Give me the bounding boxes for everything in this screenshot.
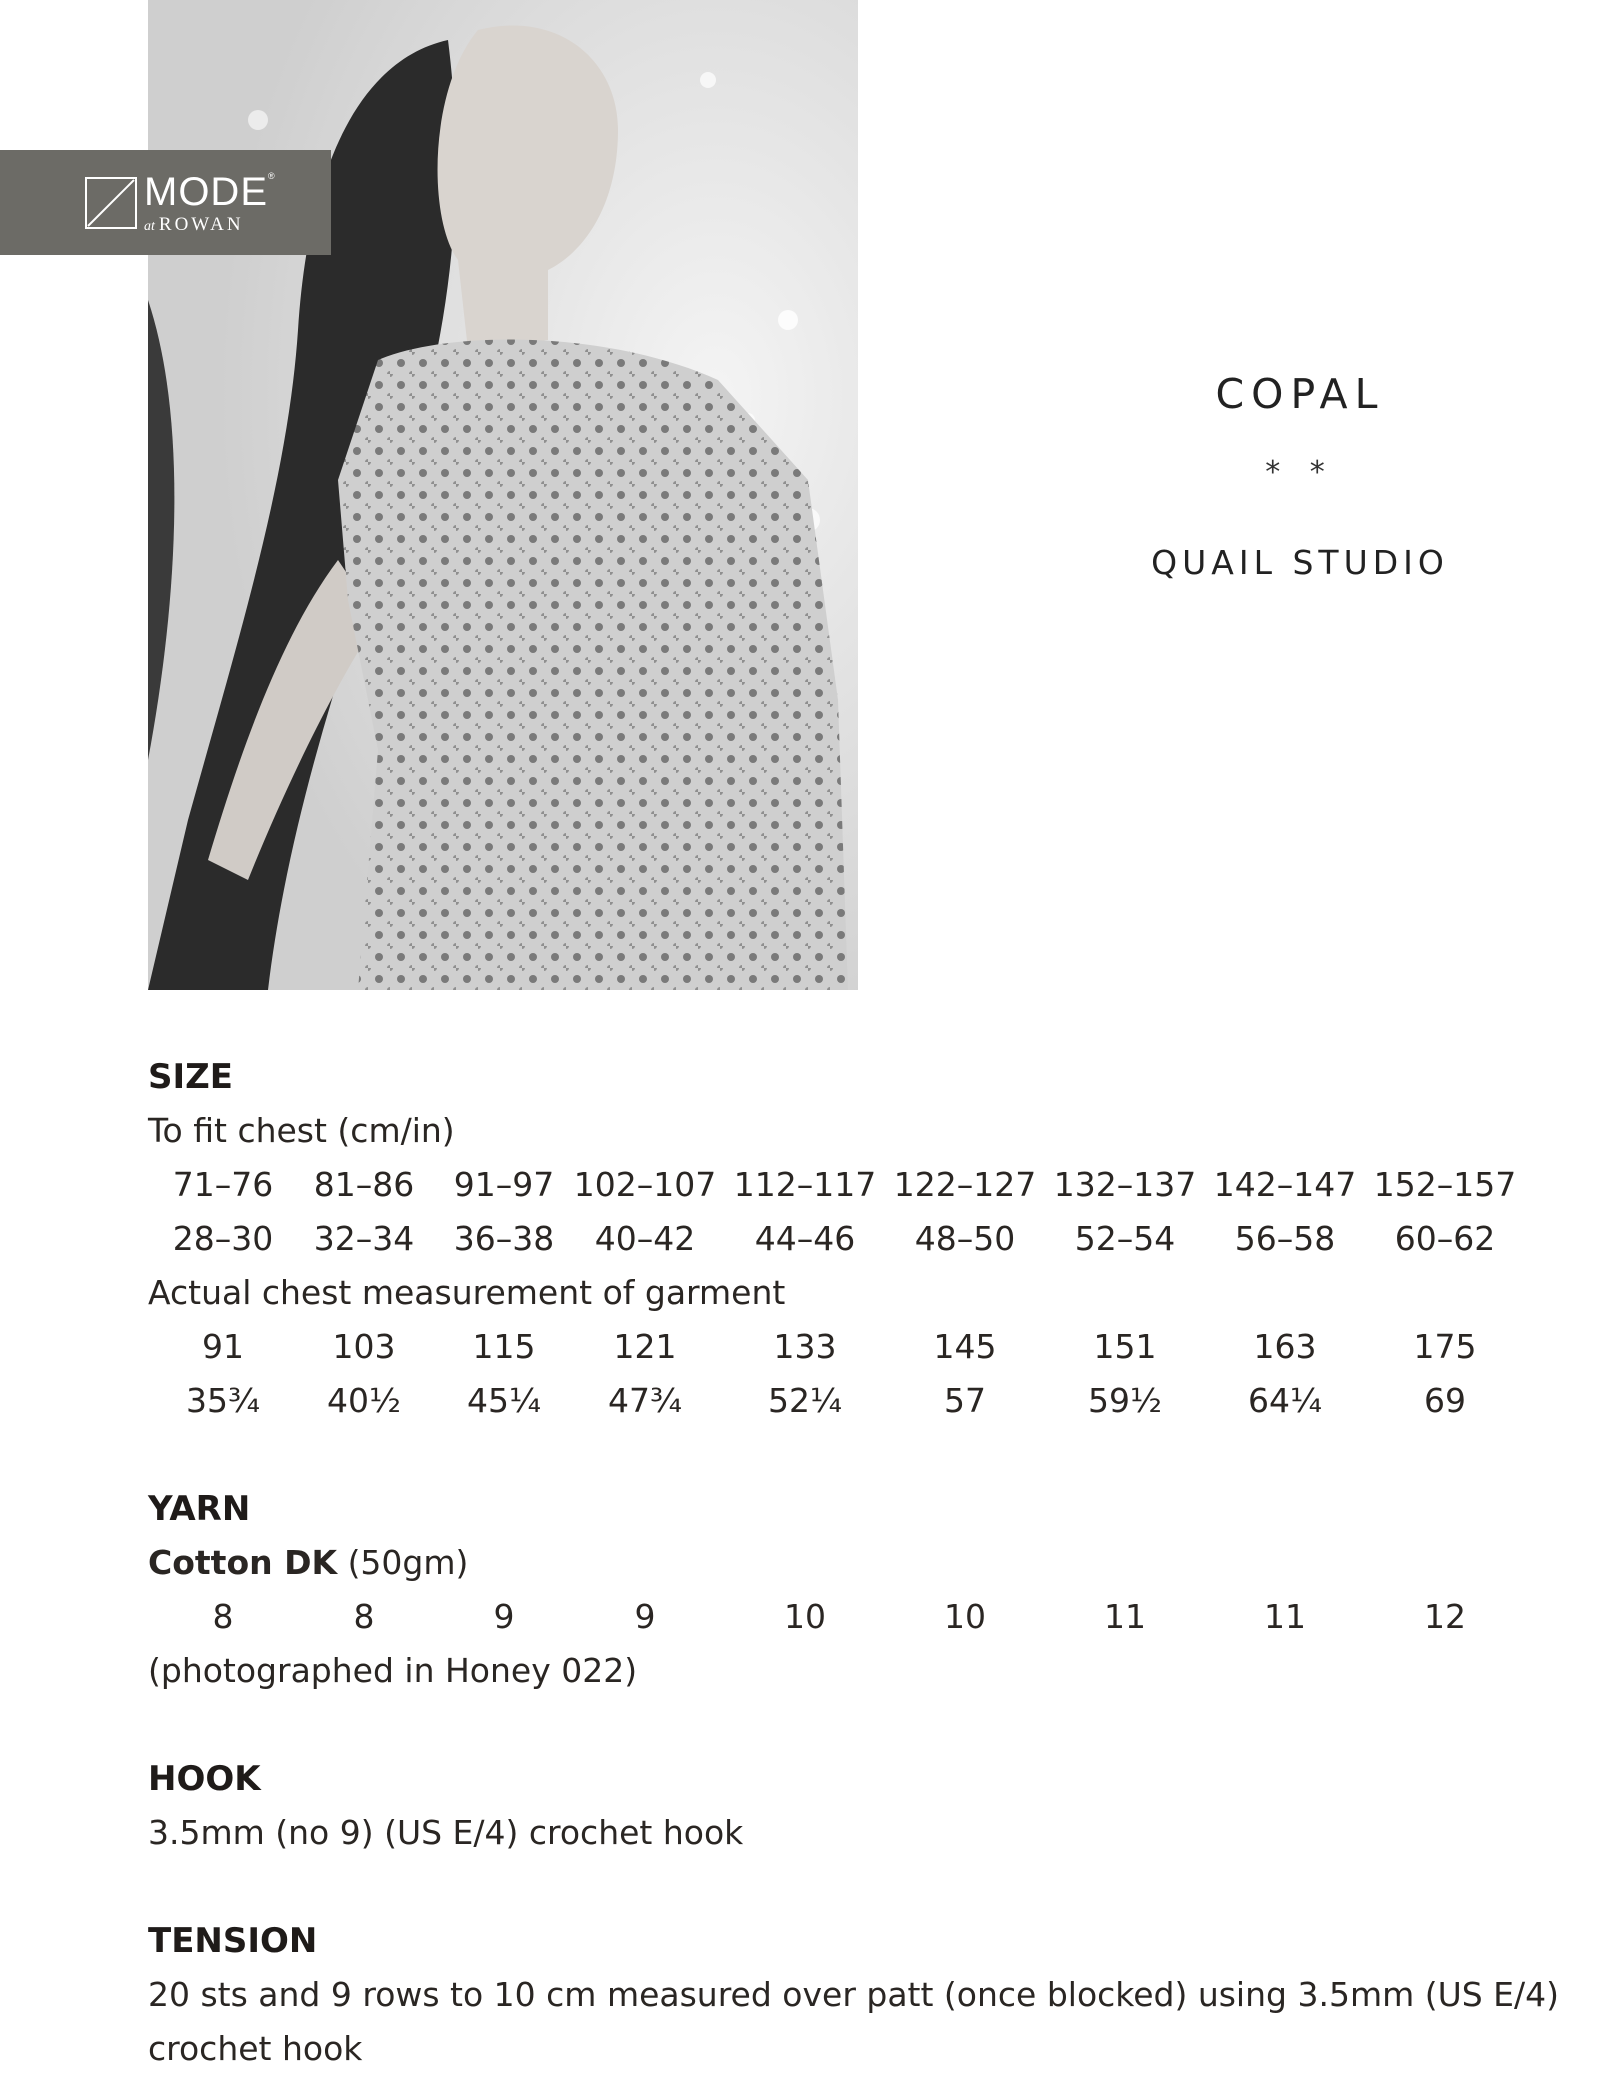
logo-sub-text: at ROWAN	[144, 213, 244, 235]
size-column-value: 35¾	[186, 1381, 260, 1420]
size-column-value: 48–50	[914, 1219, 1016, 1258]
yarn-name-line	[148, 1536, 1568, 1590]
size-column-value: 122–127	[893, 1165, 1037, 1204]
actual-cm-row	[148, 1320, 1568, 1374]
tension-heading: TENSION	[148, 1921, 318, 1961]
size-column-value: 71–76	[172, 1165, 274, 1204]
fit-in-row	[148, 1212, 1568, 1266]
size-column-value: 56–58	[1234, 1219, 1336, 1258]
size-column-value: 69	[1424, 1381, 1466, 1420]
size-column-value: 64¼	[1248, 1381, 1322, 1420]
size-column-value: 12	[1424, 1597, 1466, 1636]
actual-chest-label: Actual chest measurement of garment	[148, 1273, 786, 1312]
size-column-value: 81–86	[313, 1165, 415, 1204]
size-column-value: 44–46	[754, 1219, 856, 1258]
size-column-value: 11	[1264, 1597, 1306, 1636]
size-heading: SIZE	[148, 1057, 234, 1097]
size-column-value: 142–147	[1213, 1165, 1357, 1204]
size-column-value: 9	[634, 1597, 656, 1636]
slash-square-icon	[84, 176, 138, 230]
yarn-weight: (50gm)	[347, 1543, 469, 1582]
size-column-value: 151	[1093, 1327, 1157, 1366]
size-column-value: 52–54	[1074, 1219, 1176, 1258]
yarn-colour-note: (photographed in Honey 022)	[148, 1651, 638, 1690]
size-column-value: 163	[1253, 1327, 1317, 1366]
pattern-details	[148, 1050, 1568, 2076]
pattern-title: COPAL	[1215, 370, 1385, 418]
designer-name: QUAIL STUDIO	[1151, 543, 1449, 582]
yarn-heading: YARN	[148, 1489, 251, 1529]
size-column-value: 59½	[1088, 1381, 1162, 1420]
size-column-value: 52¼	[768, 1381, 842, 1420]
size-column-value: 121	[613, 1327, 677, 1366]
size-column-value: 133	[773, 1327, 837, 1366]
logo-wordmark	[144, 169, 276, 235]
tension-text-line-1: 20 sts and 9 rows to 10 cm measured over patt (once blocked) using 3.5mm (US E/4)	[148, 1975, 1560, 2014]
brand-logo	[0, 150, 331, 255]
size-column-value: 36–38	[453, 1219, 555, 1258]
tension-text-line-2: crochet hook	[148, 2029, 363, 2068]
hook-heading: HOOK	[148, 1759, 261, 1799]
model-photo	[148, 0, 858, 990]
size-column-value: 115	[472, 1327, 536, 1366]
size-column-value: 11	[1104, 1597, 1146, 1636]
yarn-name: Cotton DK	[148, 1543, 338, 1582]
size-column-value: 60–62	[1394, 1219, 1496, 1258]
size-column-value: 45¼	[467, 1381, 541, 1420]
photo-illustration	[148, 0, 858, 990]
size-column-value: 145	[933, 1327, 997, 1366]
size-column-value: 32–34	[313, 1219, 415, 1258]
size-column-value: 40½	[327, 1381, 401, 1420]
size-column-value: 9	[493, 1597, 515, 1636]
size-column-value: 175	[1413, 1327, 1477, 1366]
size-column-value: 132–137	[1053, 1165, 1197, 1204]
size-column-value: 47¾	[608, 1381, 682, 1420]
size-column-value: 103	[332, 1327, 396, 1366]
fit-cm-row	[148, 1158, 1568, 1212]
size-column-value: 91	[202, 1327, 244, 1366]
fit-chest-label: To fit chest (cm/in)	[148, 1111, 455, 1150]
size-column-value: 102–107	[573, 1165, 717, 1204]
size-column-value: 40–42	[594, 1219, 696, 1258]
yarn-quantity-row	[148, 1590, 1568, 1644]
size-column-value: 28–30	[172, 1219, 274, 1258]
difficulty-rating: * *	[1265, 455, 1335, 490]
size-column-value: 152–157	[1373, 1165, 1517, 1204]
size-column-value: 57	[944, 1381, 986, 1420]
size-column-value: 8	[353, 1597, 375, 1636]
size-column-value: 10	[784, 1597, 826, 1636]
size-column-value: 8	[212, 1597, 234, 1636]
actual-in-row	[148, 1374, 1568, 1428]
size-column-value: 112–117	[733, 1165, 877, 1204]
logo-main-text: MODE®	[144, 169, 276, 214]
size-column-value: 10	[944, 1597, 986, 1636]
hook-text: 3.5mm (no 9) (US E/4) crochet hook	[148, 1813, 744, 1852]
size-column-value: 91–97	[453, 1165, 555, 1204]
